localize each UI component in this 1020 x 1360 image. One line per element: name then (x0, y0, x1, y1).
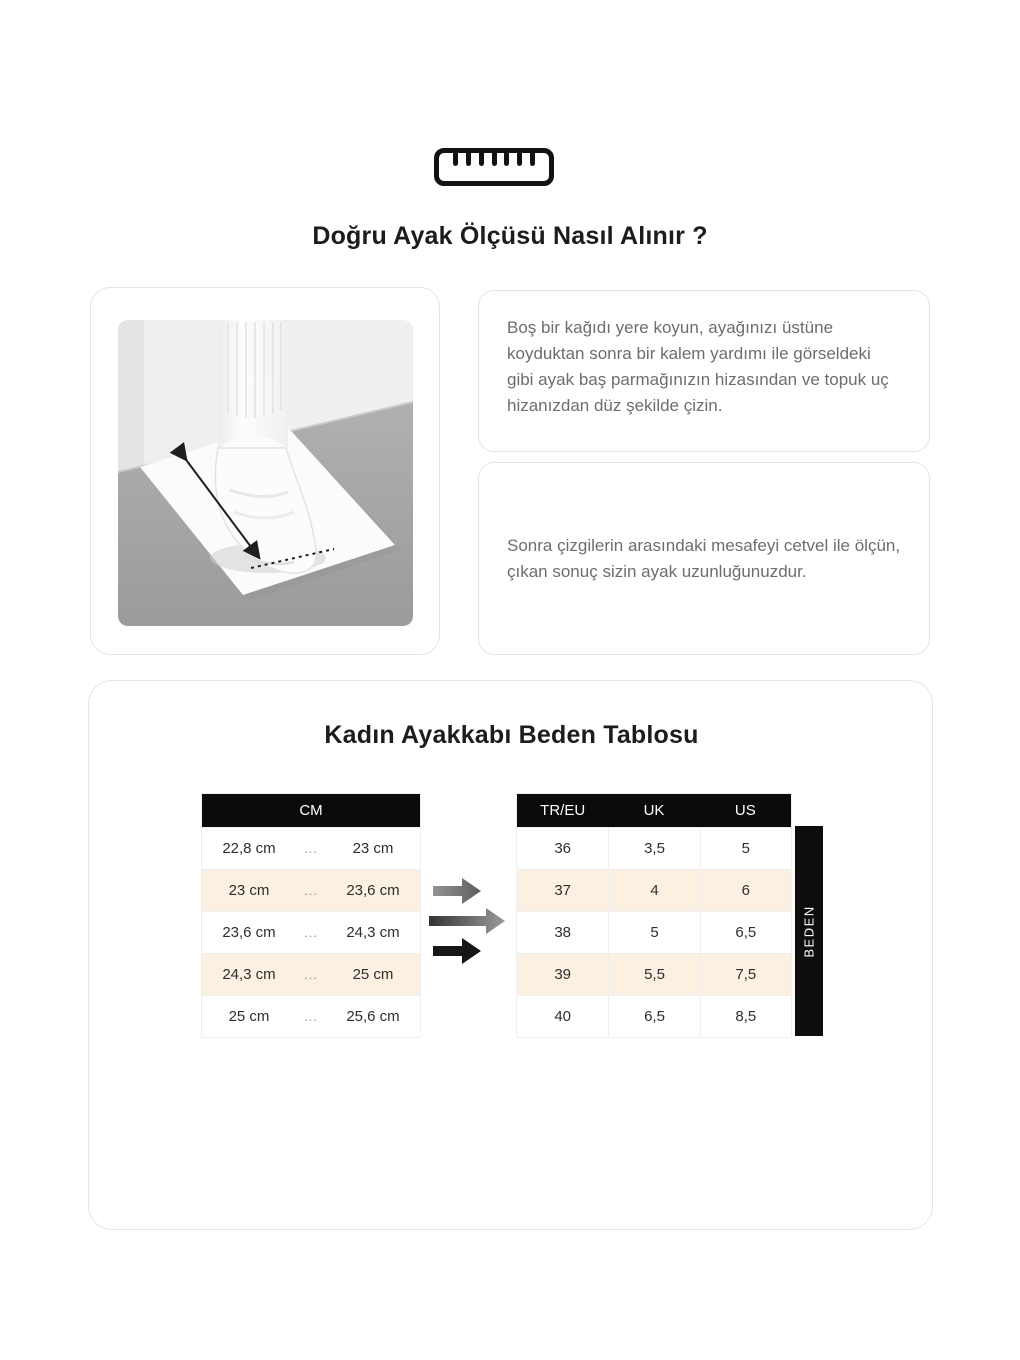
cm-table-row: 23,6 cm ... 24,3 cm (202, 911, 420, 953)
beden-side-bar (795, 826, 823, 1036)
col-uk: UK (643, 802, 665, 819)
cm-table-header: CM (202, 794, 420, 827)
cm-table-row: 24,3 cm ... 25 cm (202, 953, 420, 995)
col-tr-eu: TR/EU (540, 802, 586, 819)
size-row: 39 5,5 7,5 (517, 953, 791, 995)
ruler-icon (434, 148, 554, 186)
cm-table (201, 793, 421, 1038)
size-row: 40 6,5 8,5 (517, 995, 791, 1037)
size-conversion-table (516, 793, 792, 1038)
cm-table-row: 23 cm ... 23,6 cm (202, 869, 420, 911)
instruction-step-1-text: Boş bir kağıdı yere koyun, ayağınızı üstüne koyduktan sonra bir kalem yardımı ile görseldeki gibi ayak baş parmağınızın hizasından ve topuk uç hizanızdan düz şekilde çizin. (507, 318, 889, 415)
size-row: 37 4 6 (517, 869, 791, 911)
instruction-step-1-card (478, 290, 930, 452)
how-to-title: Doğru Ayak Ölçüsü Nasıl Alınır ? (312, 222, 708, 250)
foot-photo-card (90, 287, 440, 655)
size-chart-title: Kadın Ayakkabı Beden Tablosu (324, 721, 699, 749)
beden-label: BEDEN (801, 904, 817, 958)
cm-table-row: 25 cm ... 25,6 cm (202, 995, 420, 1037)
cm-table-row: 22,8 cm ... 23 cm (202, 827, 420, 869)
col-us: US (734, 802, 756, 819)
conversion-arrows-icon (429, 873, 511, 965)
size-row: 38 5 6,5 (517, 911, 791, 953)
foot-measurement-photo (118, 320, 413, 626)
instruction-step-2-card (478, 462, 930, 655)
instruction-step-2-text: Sonra çizgilerin arasındaki mesafeyi cetvel ile ölçün, çıkan sonuç sizin ayak uzunluğunuzdur. (507, 535, 901, 581)
size-chart-card (88, 680, 933, 1230)
size-row: 36 3,5 5 (517, 827, 791, 869)
size-conversion-header (517, 794, 791, 827)
